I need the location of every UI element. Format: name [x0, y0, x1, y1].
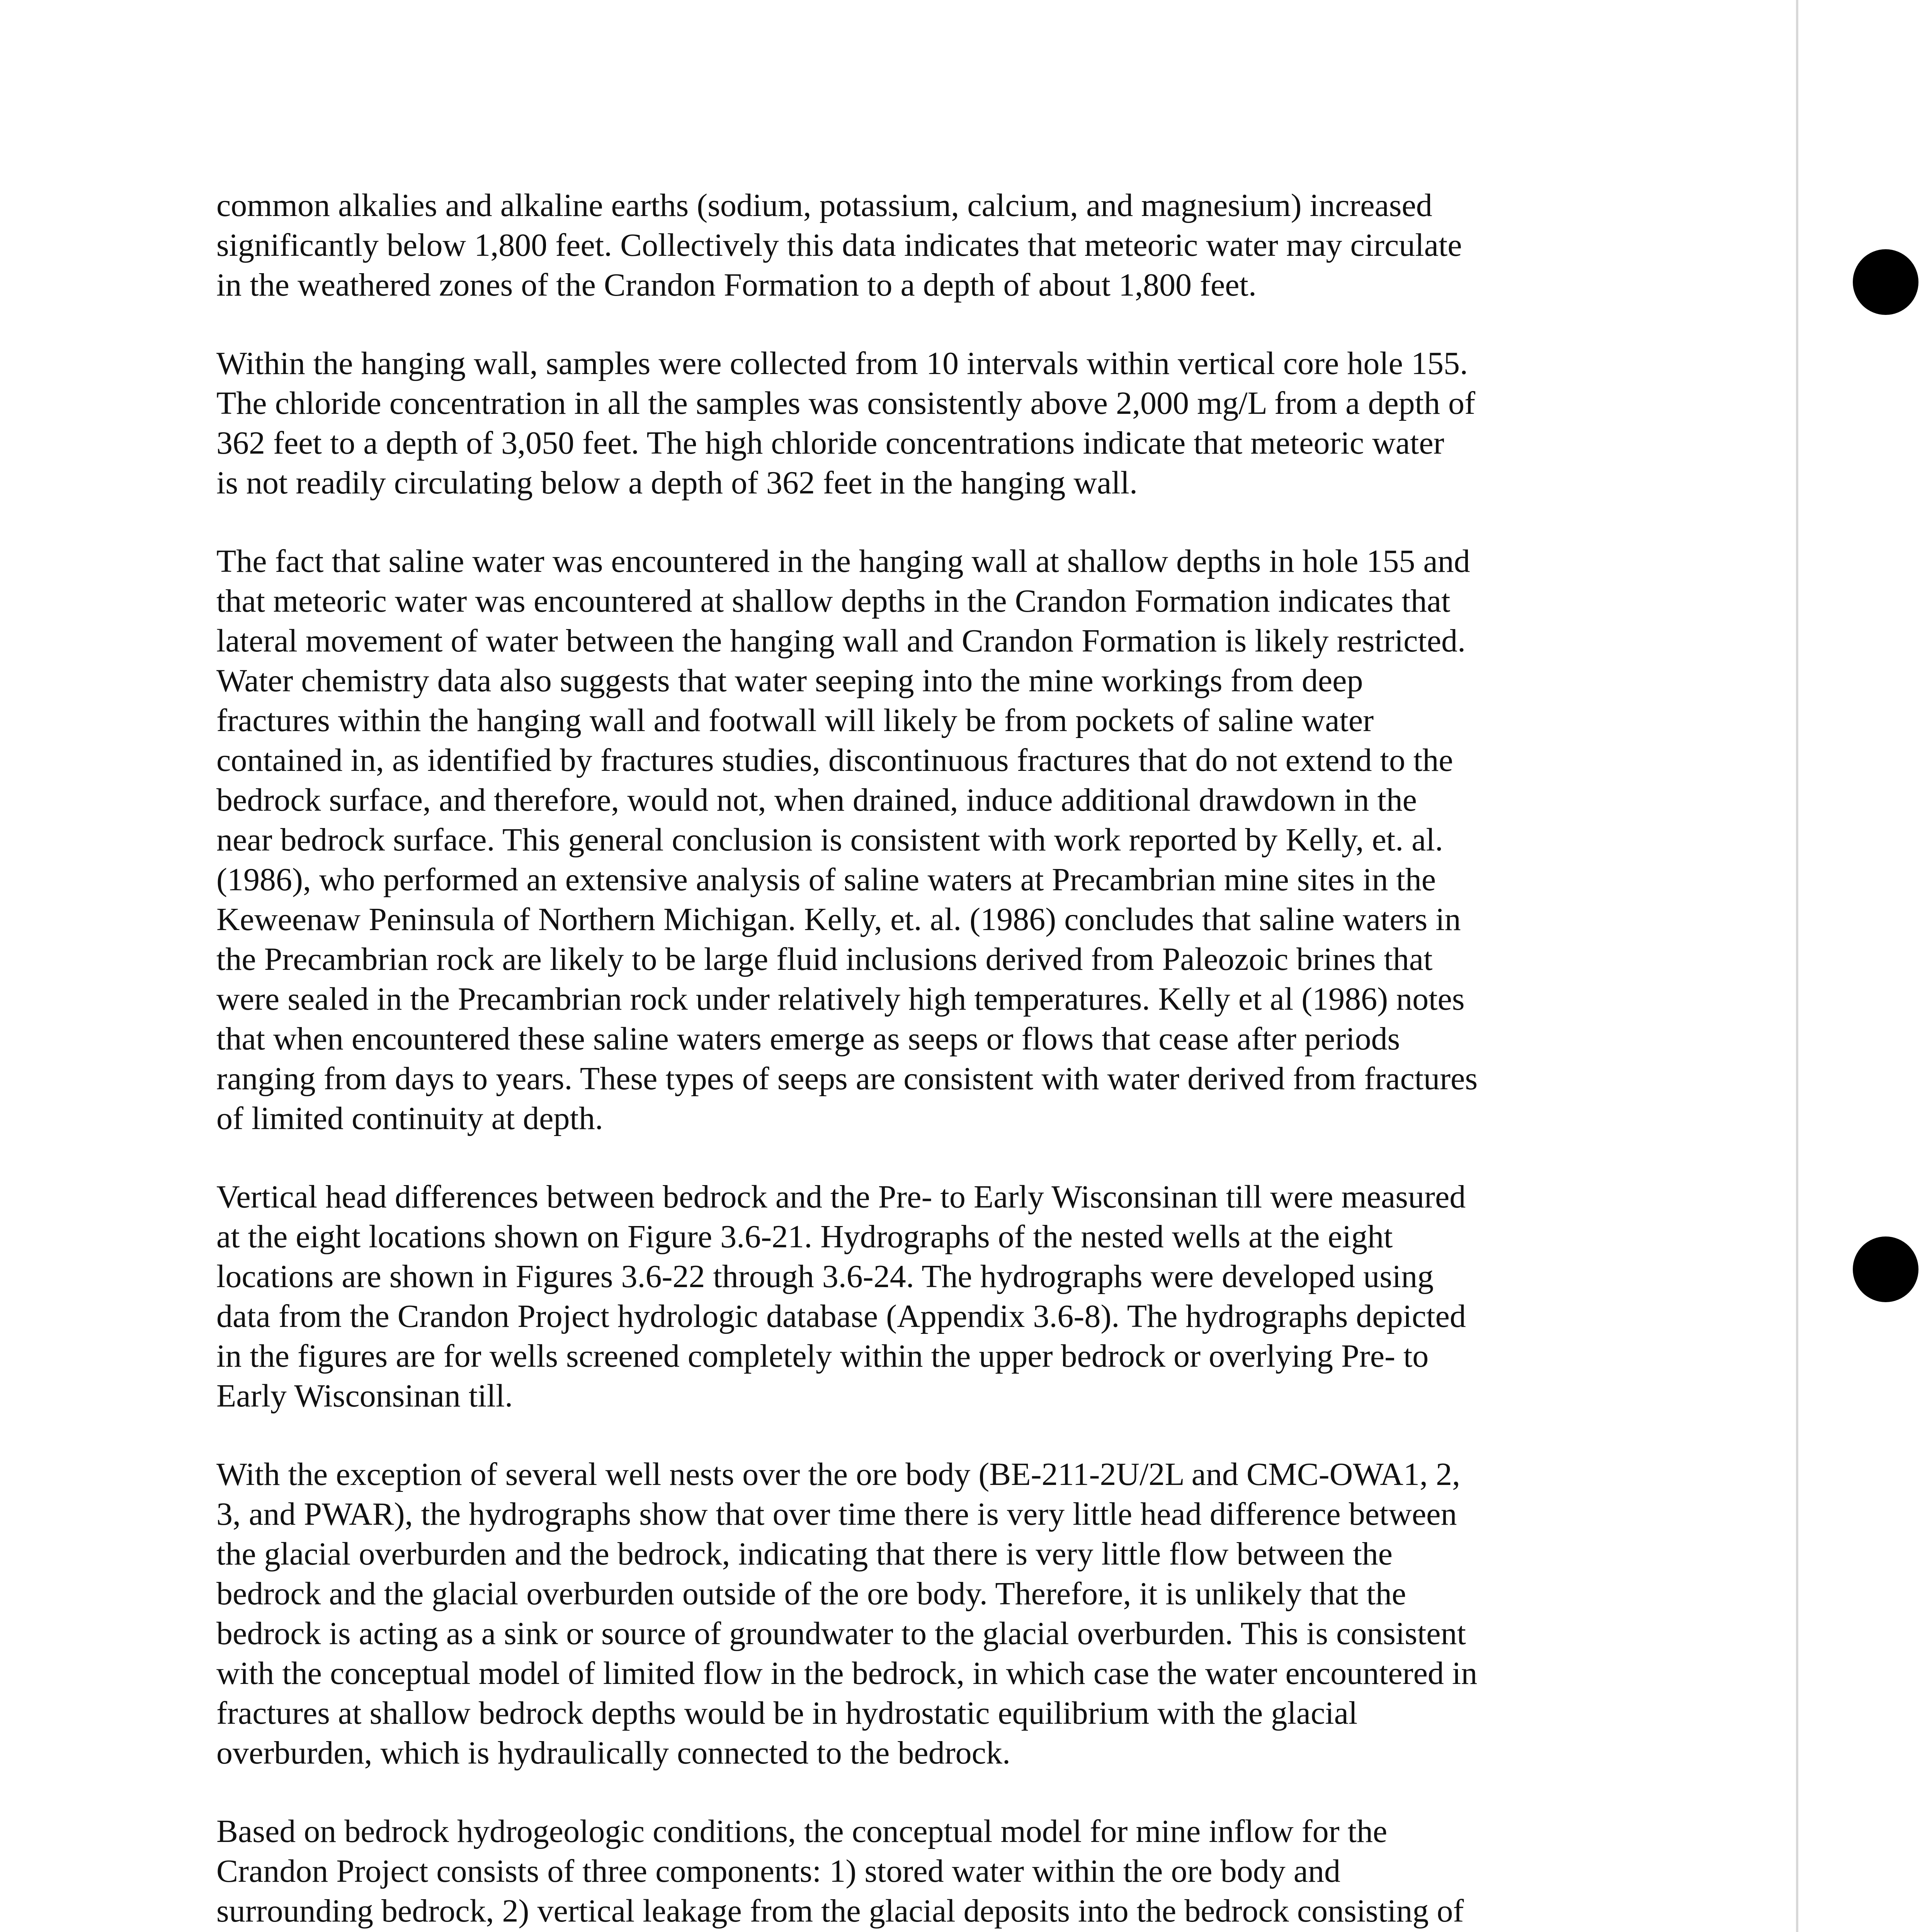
punch-hole-top — [1853, 249, 1918, 315]
text-line: overburden, which is hydraulically connected to the bedrock. — [216, 1735, 1010, 1771]
text-line: is not readily circulating below a depth of 362 feet in the hanging wall. — [216, 465, 1138, 501]
text-line: bedrock surface, and therefore, would not, when drained, induce additional drawdown in the — [216, 782, 1417, 818]
text-line: Vertical head differences between bedrock and the Pre- to Early Wisconsinan till were measured — [216, 1179, 1466, 1215]
text-line: Keweenaw Peninsula of Northern Michigan. Kelly, et. al. (1986) concludes that saline waters in — [216, 901, 1461, 937]
text-line: bedrock and the glacial overburden outside of the ore body. Therefore, it is unlikely that the — [216, 1576, 1406, 1612]
text-line: data from the Crandon Project hydrologic database (Appendix 3.6-8). The hydrographs depicted — [216, 1298, 1466, 1334]
text-line: lateral movement of water between the hanging wall and Crandon Formation is likely restricted. — [216, 623, 1466, 659]
text-line: common alkalies and alkaline earths (sodium, potassium, calcium, and magnesium) increased — [216, 187, 1432, 223]
paragraph-4 — [216, 1177, 1754, 1416]
paragraph-6 — [216, 1811, 1754, 1932]
text-line: With the exception of several well nests over the ore body (BE-211-2U/2L and CMC-OWA1, 2, — [216, 1456, 1460, 1492]
text-line: the glacial overburden and the bedrock, indicating that there is very little flow between the — [216, 1536, 1393, 1572]
text-line: that when encountered these saline waters emerge as seeps or flows that cease after periods — [216, 1021, 1400, 1057]
paragraph-1 — [216, 185, 1754, 305]
text-line: with the conceptual model of limited flow in the bedrock, in which case the water encountered in — [216, 1655, 1478, 1691]
text-line: Crandon Project consists of three components: 1) stored water within the ore body and — [216, 1853, 1340, 1889]
text-line: at the eight locations shown on Figure 3.6-21. Hydrographs of the nested wells at the eight — [216, 1219, 1393, 1255]
text-line: bedrock is acting as a sink or source of groundwater to the glacial overburden. This is consistent — [216, 1616, 1466, 1651]
text-line: The fact that saline water was encountered in the hanging wall at shallow depths in hole 155 and — [216, 543, 1470, 579]
paragraph-2 — [216, 344, 1754, 503]
text-line: significantly below 1,800 feet. Collectively this data indicates that meteoric water may circulate — [216, 227, 1462, 263]
text-line: were sealed in the Precambrian rock under relatively high temperatures. Kelly et al (1986) notes — [216, 981, 1465, 1017]
text-line: ranging from days to years. These types of seeps are consistent with water derived from fractures — [216, 1061, 1478, 1097]
punch-hole-middle — [1853, 1236, 1918, 1302]
text-line: (1986), who performed an extensive analysis of saline waters at Precambrian mine sites in the — [216, 862, 1436, 898]
text-line: in the figures are for wells screened completely within the upper bedrock or overlying Pre- to — [216, 1338, 1429, 1374]
text-line: the Precambrian rock are likely to be large fluid inclusions derived from Paleozoic brines that — [216, 941, 1433, 977]
text-line: surrounding bedrock, 2) vertical leakage from the glacial deposits into the bedrock consisting of — [216, 1893, 1464, 1929]
paragraph-5 — [216, 1454, 1754, 1773]
text-line: fractures within the hanging wall and footwall will likely be from pockets of saline water — [216, 702, 1374, 738]
text-line: locations are shown in Figures 3.6-22 through 3.6-24. The hydrographs were developed using — [216, 1259, 1434, 1294]
text-line: The chloride concentration in all the samples was consistently above 2,000 mg/L from a depth of — [216, 385, 1475, 421]
text-line: of limited continuity at depth. — [216, 1100, 603, 1136]
text-line: Within the hanging wall, samples were collected from 10 intervals within vertical core hole 155. — [216, 345, 1468, 381]
text-line: fractures at shallow bedrock depths would be in hydrostatic equilibrium with the glacial — [216, 1695, 1358, 1731]
body-text — [216, 185, 1754, 1932]
text-line: 362 feet to a depth of 3,050 feet. The high chloride concentrations indicate that meteoric water — [216, 425, 1444, 461]
text-line: Early Wisconsinan till. — [216, 1378, 513, 1414]
text-line: in the weathered zones of the Crandon Formation to a depth of about 1,800 feet. — [216, 267, 1257, 303]
text-line: Water chemistry data also suggests that water seeping into the mine workings from deep — [216, 663, 1363, 699]
text-line: 3, and PWAR), the hydrographs show that over time there is very little head difference between — [216, 1496, 1457, 1532]
text-line: that meteoric water was encountered at shallow depths in the Crandon Formation indicates that — [216, 583, 1451, 619]
text-line: near bedrock surface. This general conclusion is consistent with work reported by Kelly, et. al. — [216, 822, 1443, 858]
page-edge-line — [1796, 0, 1798, 1932]
text-line: Based on bedrock hydrogeologic conditions, the conceptual model for mine inflow for the — [216, 1813, 1388, 1849]
text-line: contained in, as identified by fractures studies, discontinuous fractures that do not extend to the — [216, 742, 1453, 778]
paragraph-3 — [216, 541, 1754, 1138]
